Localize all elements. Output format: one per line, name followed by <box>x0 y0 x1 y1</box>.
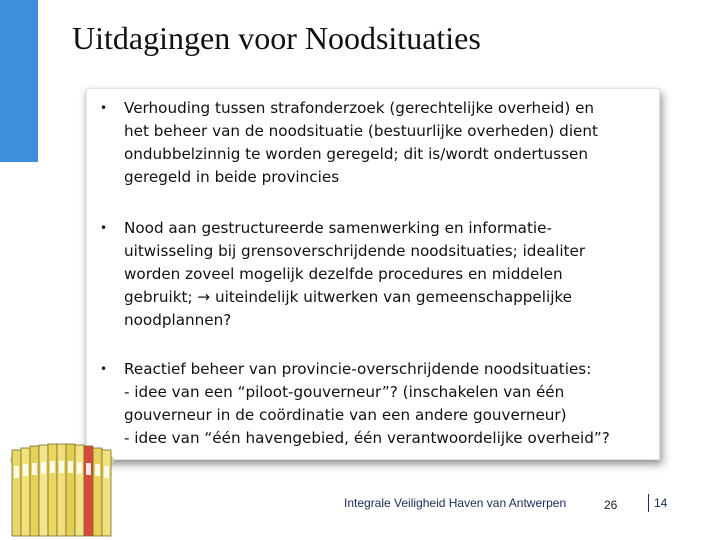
arrow-line-start: gebruikt; <box>124 288 198 306</box>
bullet-marker: • <box>100 221 108 235</box>
bullet-line: geregeld in beide provincies <box>124 168 340 186</box>
bullet-line: gouverneur in de coördinatie van een andere gouverneur) <box>124 406 567 424</box>
bullet-marker: • <box>100 101 108 115</box>
bullet-line: noodplannen? <box>124 311 232 329</box>
bullet-line: - idee van “één havengebied, één verantwoordelijke overheid”? <box>124 429 610 447</box>
bullet-line-with-arrow <box>124 286 639 309</box>
bullet-line: worden zoveel mogelijk dezelfde procedures en middelen <box>124 265 563 283</box>
content-box <box>86 88 660 460</box>
arrow-icon: → <box>197 288 211 306</box>
bullet-line: uitwisseling bij grensoverschrijdende noodsituaties; idealiter <box>124 242 586 260</box>
page-number-value: 14 <box>654 496 668 510</box>
bullet-line: - idee van een “piloot-gouverneur”? (inschakelen van één <box>124 383 565 401</box>
bullet-item <box>87 358 639 450</box>
bullet-line: Nood aan gestructureerde samenwerking en informatie- <box>124 219 552 237</box>
bullet-line: Reactief beheer van provincie-overschrijdende noodsituaties: <box>124 360 592 378</box>
arrow-line-end: uiteindelijk uitwerken van gemeenschappelijke <box>210 288 573 306</box>
binders-books-icon <box>6 436 118 540</box>
accent-bar <box>0 0 38 162</box>
bullet-line: het beheer van de noodsituatie (bestuurlijke overheden) dient <box>124 122 598 140</box>
slide-number: 26 <box>604 498 618 512</box>
page-number <box>648 496 667 510</box>
bullet-item <box>87 217 639 332</box>
slide-title: Uitdagingen voor Noodsituaties <box>72 20 481 56</box>
footer-text: Integrale Veiligheid Haven van Antwerpen <box>344 496 567 510</box>
bullet-line: ondubbelzinnig te worden geregeld; dit is/wordt ondertussen <box>124 145 588 163</box>
bullet-line: Verhouding tussen strafonderzoek (gerechtelijke overheid) en <box>124 99 595 117</box>
bullet-item <box>87 97 639 189</box>
bullet-marker: • <box>100 362 108 376</box>
